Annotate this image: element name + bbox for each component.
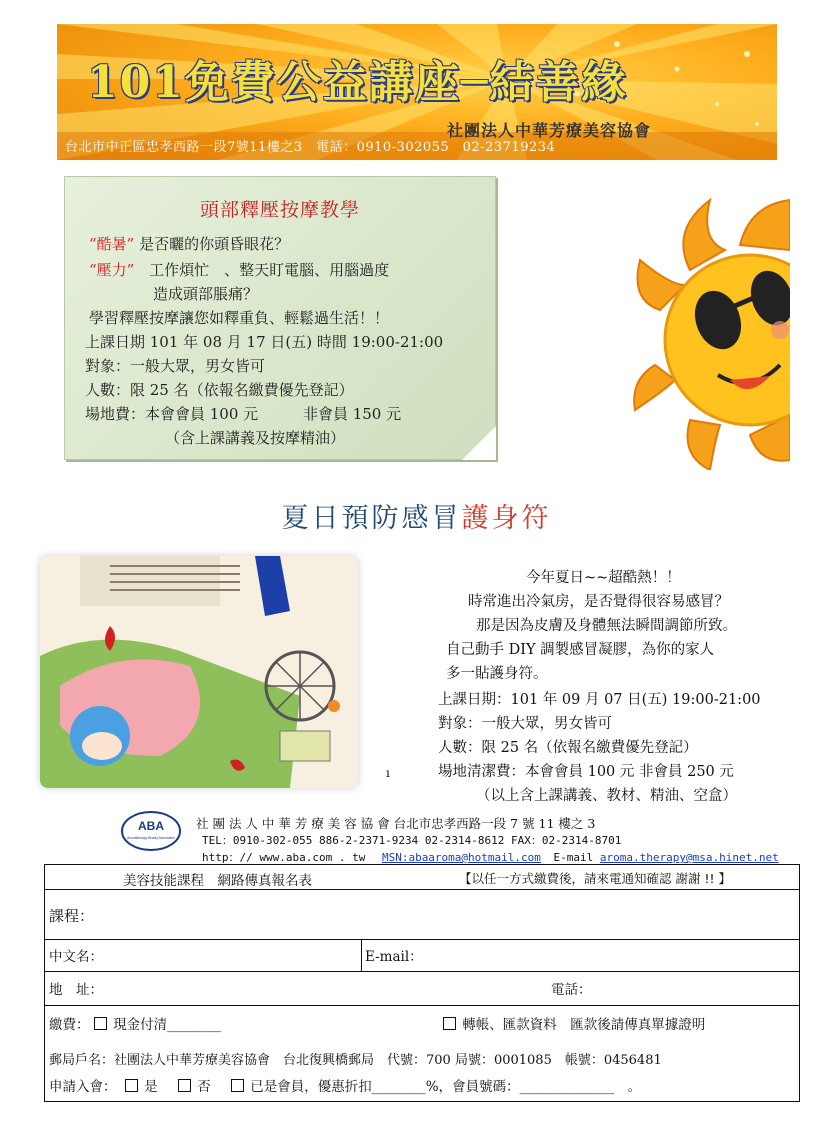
address-field[interactable] (49, 978, 103, 998)
already-member-checkbox[interactable] (231, 1079, 244, 1092)
fee-member: 場地費：本會會員 100 元 (85, 405, 259, 423)
banner-org-name: 社團法人中華芳療美容協會 (447, 121, 652, 140)
workshop2-line5: 多一貼護身符。 (446, 666, 548, 682)
sun-sunglasses-illustration (630, 190, 790, 470)
workshop2-date: 上課日期：101 年 09 月 07 日(五) 19:00-21:00 (438, 692, 761, 708)
payment-label: 繳費： (49, 1017, 90, 1033)
join-yes-checkbox[interactable] (125, 1079, 138, 1092)
workshop1-fee (85, 403, 401, 424)
banner-address: 台北市中正區忠孝西路一段7號11樓之3 電話：0910-302055 02-23719234 (65, 140, 556, 155)
banner-title: 101免費公益講座─結善緣 (87, 57, 628, 108)
address-label: 地 址： (49, 982, 103, 998)
email-label: E-mail： (365, 949, 423, 965)
phone-label: 電話： (551, 982, 592, 998)
workshop1-date: 上課日期 101 年 08 月 17 日(五) 時間 19:00-21:00 (85, 333, 444, 351)
aba-logo-text: ABA (138, 819, 164, 833)
org-tel-line: TEL：0910-302-055 886-2-2371-9234 02-2314-8612 FAX：02-2314-8701 (202, 834, 622, 847)
course-label: 課程： (49, 907, 95, 925)
already-member-label: 已是會員，優惠折扣________%，會員號碼：______________ 。 (250, 1079, 642, 1095)
join-yes-label: 是 (144, 1079, 158, 1095)
cash-checkbox[interactable] (94, 1017, 107, 1030)
org-name-line: 社 團 法 人 中 華 芳 療 美 容 協 會 台北市忠孝西路一段 7 號 11 樓之 3 (196, 816, 596, 831)
payment-row (49, 1013, 221, 1033)
org-website: http：// www.aba.com . tw (202, 851, 366, 864)
banner (57, 24, 777, 160)
workshop2-title-main: 夏日預防感冒 (281, 503, 462, 534)
form-header-note: 【以任一方式繳費後，請來電通知確認 謝謝 !! 】 (459, 871, 731, 886)
workshop2-line2: 時常進出冷氣房，是否覺得很容易感冒？ (468, 594, 729, 610)
org-web-line (202, 849, 779, 865)
join-no-checkbox[interactable] (178, 1079, 191, 1092)
transfer-checkbox[interactable] (443, 1017, 456, 1030)
quote-stress: “壓力” (89, 261, 135, 279)
workshop1-slogan: 學習釋壓按摩讓您如釋重負、輕鬆過生活！！ (89, 309, 390, 327)
workshop2-title (0, 496, 833, 535)
workshop2-fee-note: （以上含上課講義、教材、精油、空盒） (476, 788, 737, 804)
msn-link[interactable]: MSN:abaaroma@hotmail.com (381, 851, 541, 864)
workshop1-card (64, 176, 496, 460)
aba-logo-subtext: Aromatherapy Beauty Association (127, 836, 175, 840)
sick-girl-illustration (40, 556, 358, 788)
question2-text-cont: 造成頭部脹痛？ (153, 285, 259, 303)
email-link[interactable]: aroma.therapy@msa.hinet.net (599, 851, 779, 864)
email-prefix: E-mail (553, 851, 594, 864)
form-header-title: 美容技能課程 網路傳真報名表 (123, 873, 312, 889)
workshop2-audience: 對象：一般大眾，男女皆可 (438, 716, 612, 732)
email-field[interactable] (365, 945, 423, 965)
cash-option-label: 現金付清________ (113, 1017, 222, 1033)
transfer-option-label: 轉帳、匯款資料 匯款後請傳真單據證明 (462, 1017, 706, 1033)
question1-text: 是否曬的你頭昏眼花？ (139, 235, 290, 253)
chinese-name-field[interactable] (49, 945, 103, 965)
workshop2-title-emphasis: 護身符 (461, 503, 552, 534)
workshop2-capacity: 人數：限 25 名（依報名繳費優先登記） (438, 740, 698, 756)
workshop1-capacity: 人數：限 25 名（依報名繳費優先登記） (85, 381, 354, 399)
quote-heat: “酷暑” (89, 235, 135, 253)
workshop1-fee-note: （含上課講義及按摩精油） (165, 429, 346, 447)
join-no-label: 否 (197, 1079, 211, 1095)
chinese-name-label: 中文名： (49, 949, 103, 965)
workshop2-fee: 場地清潔費：本會會員 100 元 非會員 250 元 (438, 764, 734, 780)
workshop2-line3: 那是因為皮膚及身體無法瞬間調節所致。 (476, 618, 737, 634)
workshop2-line1: 今年夏日~~超酷熱！！ (526, 570, 681, 586)
course-field[interactable] (49, 905, 94, 926)
membership-label: 申請入會： (49, 1079, 117, 1095)
workshop1-question2 (89, 259, 389, 280)
page-curl-decoration (462, 426, 496, 460)
fee-nonmember: 非會員 150 元 (302, 405, 402, 423)
workshop1-title: 頭部釋壓按摩教學 (199, 199, 360, 221)
phone-field[interactable] (551, 978, 592, 998)
postal-account-info: 郵局戶名：社團法人中華芳療美容協會 台北復興橋郵局 代號：700 局號：0001085 帳號：0456481 (49, 1053, 662, 1068)
registration-form (44, 864, 800, 1102)
workshop1-audience: 對象：一般大眾，男女皆可 (85, 357, 266, 375)
aba-logo (120, 810, 182, 852)
membership-row (49, 1075, 641, 1095)
workshop1-question1 (89, 233, 289, 254)
illustration-drawing (40, 556, 358, 788)
question2-text: 工作煩忙 、整天盯電腦、用腦過度 (149, 261, 390, 279)
workshop2-line4: 自己動手 DIY 調製感冒凝膠，為你的家人 (446, 642, 715, 658)
stray-mark: ı (386, 766, 390, 780)
transfer-row (443, 1013, 705, 1033)
